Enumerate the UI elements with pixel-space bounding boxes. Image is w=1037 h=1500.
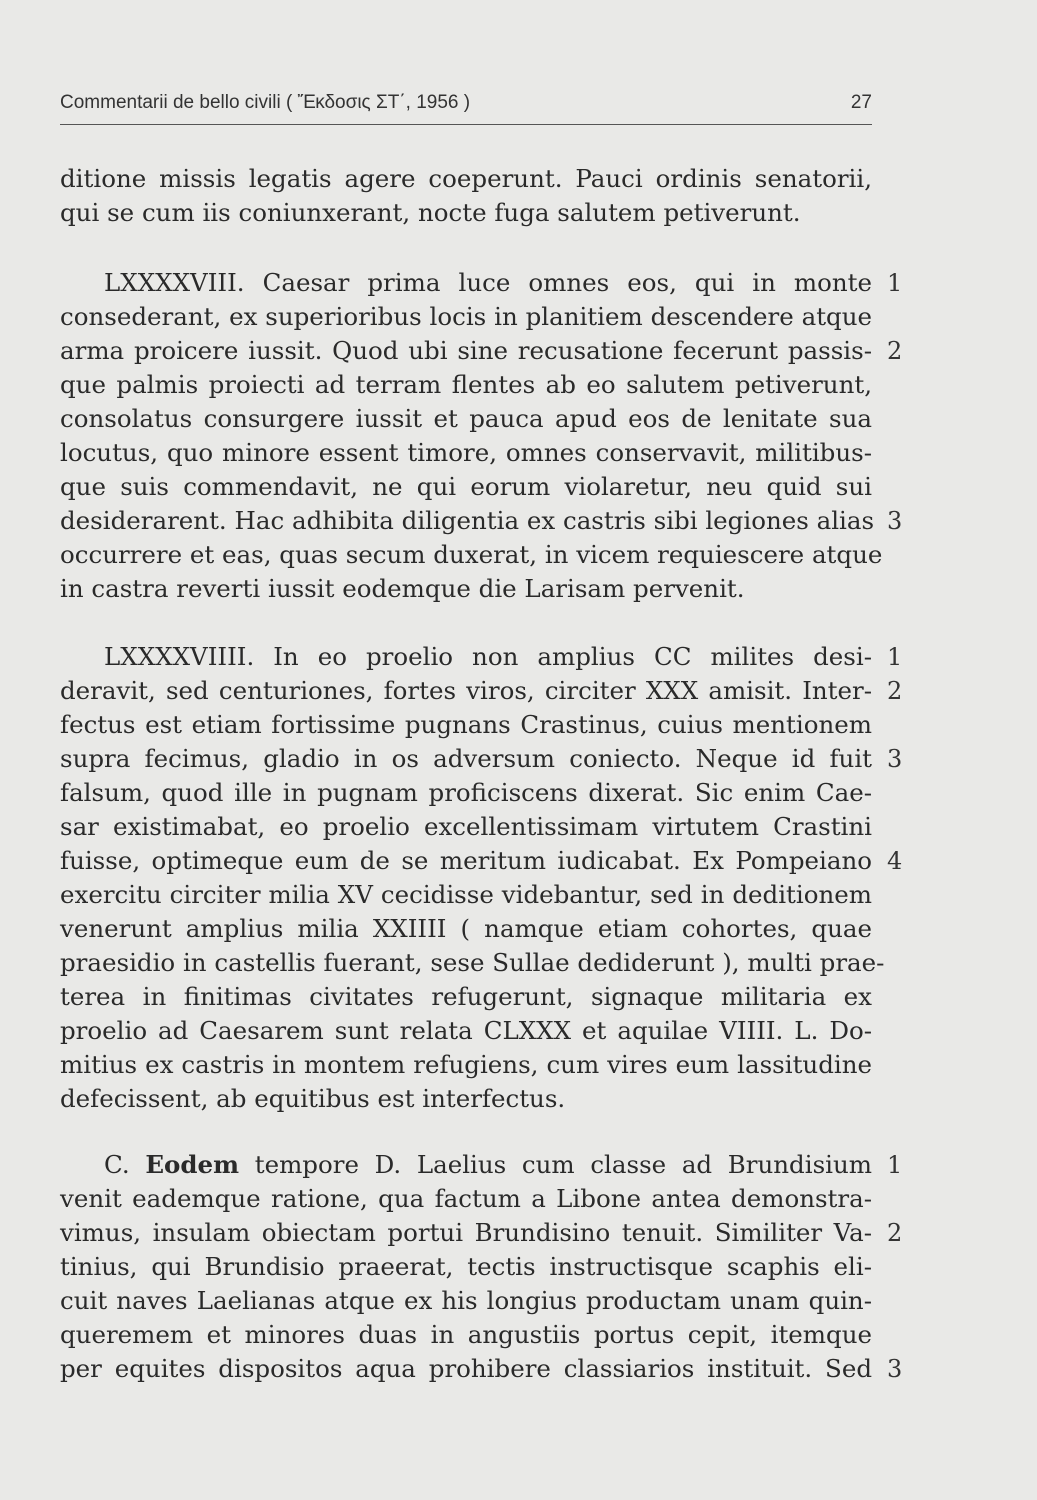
header-rule — [60, 124, 872, 125]
text-line — [104, 1148, 872, 1182]
text-line: tinius, qui Brundisio praeerat, tectis instructisque scaphis eli- — [60, 1252, 872, 1281]
margin-section-number: 3 — [887, 745, 903, 773]
running-head — [60, 92, 872, 118]
margin-section-number: 3 — [887, 1355, 903, 1383]
page-number: 27 — [850, 92, 872, 113]
text-line: que suis commendavit, ne qui eorum violaretur, neu quid sui — [60, 472, 872, 501]
text-line: qui se cum iis coniunxerant, nocte fuga salutem petiverunt. — [60, 198, 801, 227]
margin-section-number: 1 — [887, 1151, 903, 1179]
text-line: que palmis proiecti ad terram flentes ab eo salutem petiverunt, — [60, 370, 872, 399]
text-line-rest: tempore D. Laelius cum classe ad Brundisium — [254, 1150, 872, 1179]
text-line: consederant, ex superioribus locis in planitiem descendere atque — [60, 302, 872, 331]
text-line: vimus, insulam obiectam portui Brundisino tenuit. Similiter Va- — [60, 1218, 872, 1247]
margin-section-number: 2 — [887, 677, 903, 705]
text-line: fectus est etiam fortissime pugnans Crastinus, cuius mentionem — [60, 710, 872, 739]
text-line: falsum, quod ille in pugnam proficiscens dixerat. Sic enim Cae- — [60, 778, 872, 807]
margin-section-number: 2 — [887, 1219, 903, 1247]
text-line: venerunt amplius milia XXIIII ( namque etiam cohortes, quae — [60, 914, 872, 943]
text-line: queremem et minores duas in angustiis portus cepit, itemque — [60, 1320, 872, 1349]
text-line: arma proicere iussit. Quod ubi sine recusatione fecerunt passis- — [60, 336, 872, 365]
text-line: locutus, quo minore essent timore, omnes conservavit, militibus- — [60, 438, 872, 467]
text-line: ditione missis legatis agere coeperunt. Pauci ordinis senatorii, — [60, 164, 872, 193]
text-line: fuisse, optimeque eum de se meritum iudicabat. Ex Pompeiano — [60, 846, 872, 875]
text-line: mitius ex castris in montem refugiens, cum vires eum lassitudine — [60, 1050, 872, 1079]
margin-section-number: 3 — [887, 507, 903, 535]
text-line: praesidio in castellis fuerant, sese Sullae dediderunt ), multi prae- — [60, 948, 885, 977]
text-line: proelio ad Caesarem sunt relata CLXXX et aquilae VIIII. L. Do- — [60, 1016, 872, 1045]
text-line: in castra reverti iussit eodemque die Larisam pervenit. — [60, 574, 745, 603]
text-line: deravit, sed centuriones, fortes viros, circiter XXX amisit. Inter- — [60, 676, 872, 705]
emphasized-word: Eodem — [145, 1150, 240, 1179]
text-line: LXXXXVIIII. In eo proelio non amplius CC milites desi- — [104, 642, 872, 671]
text-line: LXXXXVIII. Caesar prima luce omnes eos, qui in monte — [104, 268, 872, 297]
text-line: terea in finitimas civitates refugerunt, signaque militaria ex — [60, 982, 872, 1011]
text-line: desiderarent. Hac adhibita diligentia ex castris sibi legiones alias — [60, 506, 875, 535]
running-head-title: Commentarii de bello civili ( Ἔκδοσις ΣΤ΄, 1956 ) — [60, 92, 471, 113]
text-line: per equites dispositos aqua prohibere classiarios instituit. Sed — [60, 1354, 872, 1383]
margin-section-number: 2 — [887, 337, 903, 365]
text-line: sar existimabat, eo proelio excellentissimam virtutem Crastini — [60, 812, 872, 841]
text-line: consolatus consurgere iussit et pauca apud eos de lenitate sua — [60, 404, 872, 433]
text-line: supra fecimus, gladio in os adversum coniecto. Neque id fuit — [60, 744, 872, 773]
text-line: occurrere et eas, quas secum duxerat, in vicem requiescere atque — [60, 540, 883, 569]
text-line: defecissent, ab equitibus est interfectus. — [60, 1084, 566, 1113]
text-line: exercitu circiter milia XV cecidisse videbantur, sed in deditionem — [60, 880, 872, 909]
text-line: venit eademque ratione, qua factum a Libone antea demonstra- — [60, 1184, 872, 1213]
text-line: cuit naves Laelianas atque ex his longius productam unam quin- — [60, 1286, 872, 1315]
margin-section-number: 1 — [887, 269, 903, 297]
margin-section-number: 4 — [887, 847, 903, 875]
chapter-number: C. — [104, 1150, 130, 1179]
margin-section-number: 1 — [887, 643, 903, 671]
